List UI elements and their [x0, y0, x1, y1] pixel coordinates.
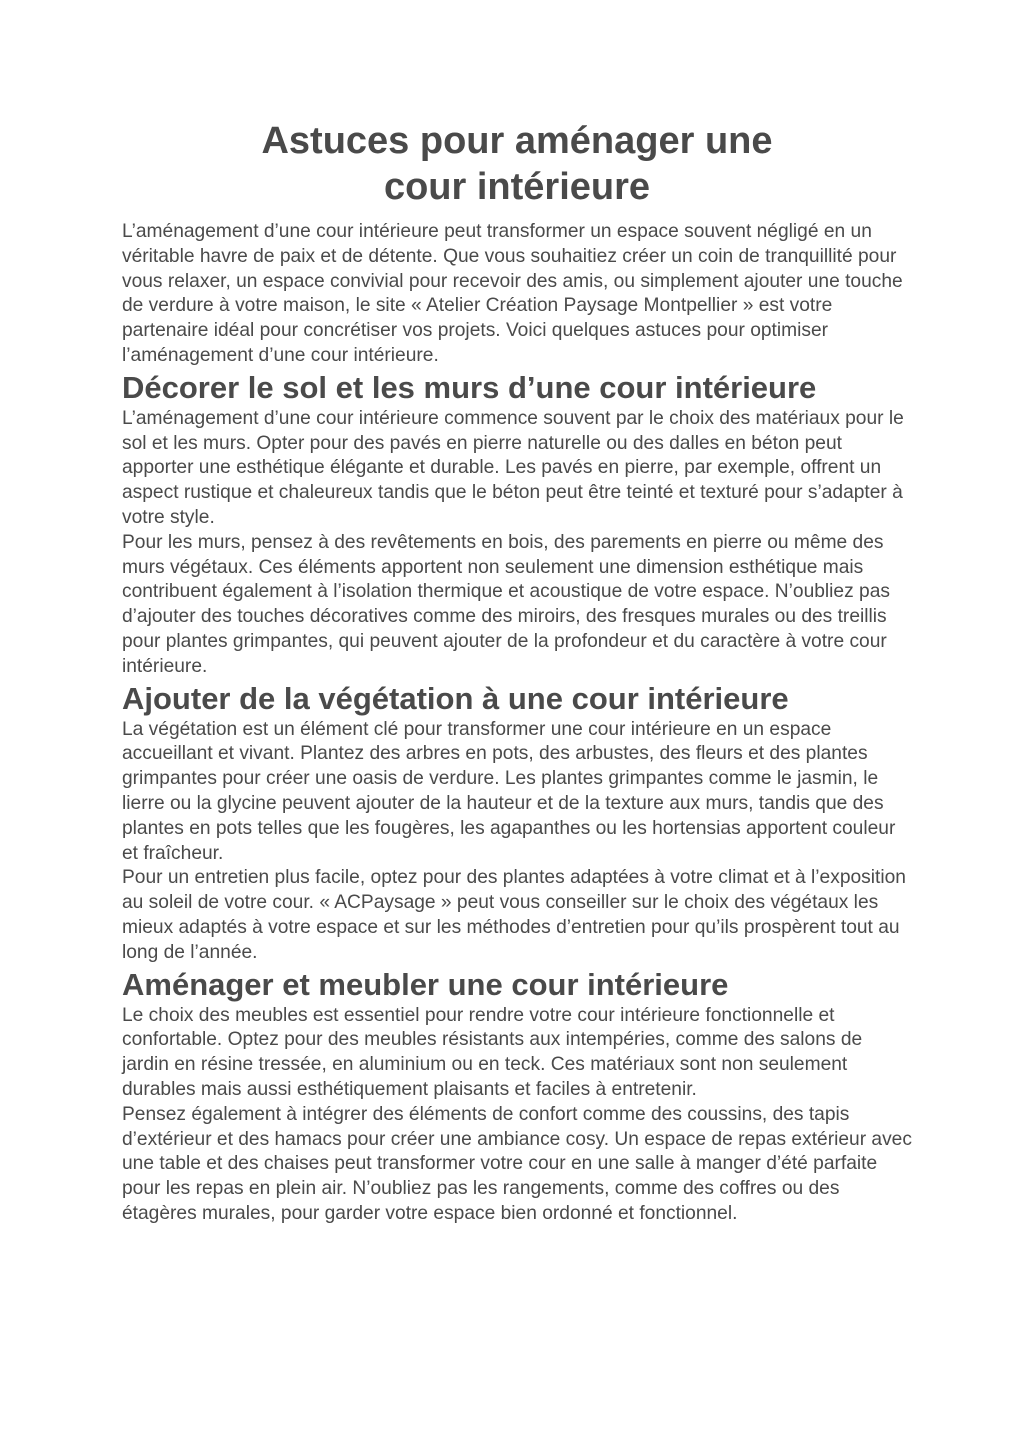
section-paragraph: Pour les murs, pensez à des revêtements en bois, des parements en pierre ou même des murs végétaux. Ces éléments apportent non seulement une dimension esthétique mais contribuent également à l’isolation thermique et acoustique de votre espace. N’oubliez pas d’ajouter des touches décoratives comme des miroirs, des fresques murales ou des treillis pour plantes grimpantes, qui peuvent ajouter de la profondeur et du caractère à votre cour intérieure.	[122, 531, 890, 677]
section-heading: Aménager et meubler une cour intérieure	[122, 966, 729, 1002]
document-page	[122, 118, 912, 1227]
section-paragraph: Le choix des meubles est essentiel pour rendre votre cour intérieure fonctionnelle et confortable. Optez pour des meubles résistants aux intempéries, comme des salons de jardin en résine tressée, en aluminium ou en teck. Ces matériaux sont non seulement durables mais aussi esthétiquement plaisants et faciles à entretenir.	[122, 1004, 863, 1100]
section-meubler	[122, 966, 912, 1227]
intro-paragraph: L’aménagement d’une cour intérieure peut transformer un espace souvent négligé en un véritable havre de paix et de détente. Que vous souhaitiez créer un coin de tranquillité pour vous relaxer, un espace convivial pour recevoir des amis, ou simplement ajouter une touche de verdure à votre maison, le site « Atelier Création Paysage Montpellier » est votre partenaire idéal pour concrétiser vos projets. Voici quelques astuces pour optimiser l’aménagement d’une cour intérieure.	[122, 221, 903, 366]
section-paragraph: La végétation est un élément clé pour transformer une cour intérieure en un espace accueillant et vivant. Plantez des arbres en pots, des arbustes, des fleurs et des plantes grimpantes pour créer une oasis de verdure. Les plantes grimpantes comme le jasmin, le lierre ou la glycine peuvent ajouter de la hauteur et de la texture aux murs, tandis que des plantes en pots telles que les fougères, les agapanthes ou les hortensias apportent couleur et fraîcheur.	[122, 718, 896, 864]
section-heading: Ajouter de la végétation à une cour intérieure	[122, 680, 789, 716]
section-paragraph: Pour un entretien plus facile, optez pour des plantes adaptées à votre climat et à l’exposition au soleil de votre cour. « ACPaysage » peut vous conseiller sur le choix des végétaux les mieux adaptés à votre espace et sur les méthodes d’entretien pour qu’ils prospèrent tout au long de l’année.	[122, 867, 906, 963]
section-sol-murs	[122, 369, 912, 680]
section-heading: Décorer le sol et les murs d’une cour intérieure	[122, 369, 817, 405]
section-paragraph: Pensez également à intégrer des éléments de confort comme des coussins, des tapis d’extérieur et des hamacs pour créer une ambiance cosy. Un espace de repas extérieur avec une table et des chaises peut transformer votre cour en une salle à manger d’été parfaite pour les repas en plein air. N’oubliez pas les rangements, comme des coffres ou des étagères murales, pour garder votre espace bien ordonné et fonctionnel.	[122, 1103, 912, 1224]
section-paragraph: L’aménagement d’une cour intérieure commence souvent par le choix des matériaux pour le sol et les murs. Opter pour des pavés en pierre naturelle ou des dalles en béton peut apporter une esthétique élégante et durable. Les pavés en pierre, par exemple, offrent un aspect rustique et chaleureux tandis que le béton peut être teinté et texturé pour s’adapter à votre style.	[122, 407, 904, 528]
section-vegetation	[122, 680, 912, 966]
page-title: Astuces pour aménager une cour intérieure	[261, 120, 773, 208]
